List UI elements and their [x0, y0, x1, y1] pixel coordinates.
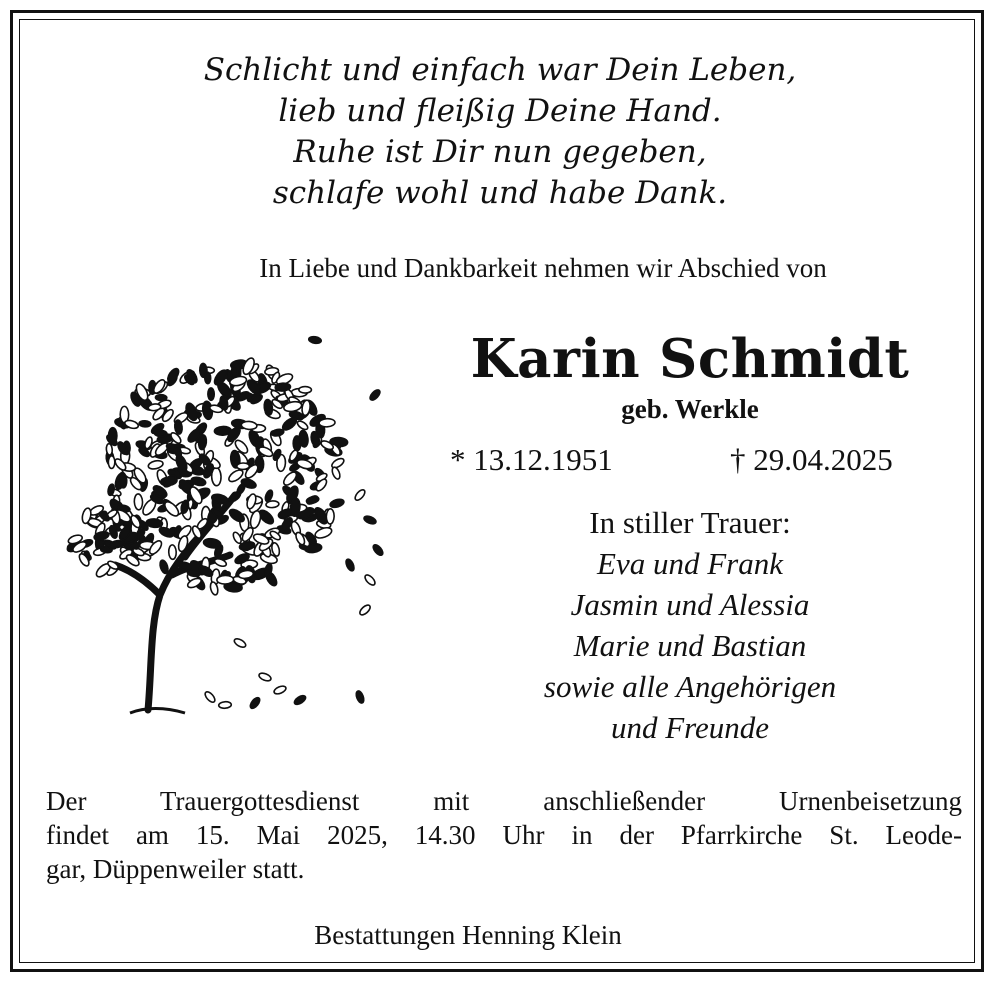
- mourner-line: und Freunde: [610, 710, 770, 745]
- mourner-line: sowie alle Angehörigen: [543, 669, 837, 704]
- service-line-1: Der Trauergottesdienst mit anschließender Urnenbeisetzung: [46, 786, 962, 816]
- death-date: † 29.04.2025: [730, 442, 893, 477]
- windswept-tree-icon: [60, 325, 400, 725]
- mourner-line: Jasmin und Alessia: [570, 587, 810, 622]
- mourner-line: Marie und Bastian: [573, 628, 807, 663]
- poem-line-3: Ruhe ist Dir nun gegeben,: [293, 134, 707, 170]
- poem-line-1: Schlicht und einfach war Dein Leben,: [203, 52, 797, 88]
- mourner-line: Eva und Frank: [597, 546, 783, 581]
- intro-text: In Liebe und Dankbarkeit nehmen wir Abschied von: [259, 253, 827, 283]
- maiden-name: geb. Werkle: [621, 394, 759, 424]
- deceased-name: Karin Schmidt: [470, 328, 910, 390]
- undertaker-name: Bestattungen Henning Klein: [314, 920, 622, 950]
- poem-line-4: schlafe wohl und habe Dank.: [272, 175, 728, 211]
- service-line-3: gar, Düppenweiler statt.: [46, 854, 305, 884]
- birth-date: * 13.12.1951: [450, 442, 613, 477]
- mourners-title: In stiller Trauer:: [589, 505, 791, 540]
- service-info: [46, 784, 962, 886]
- poem-line-2: lieb und fleißig Deine Hand.: [278, 93, 722, 129]
- mourners-block: [380, 502, 1000, 748]
- service-line-2: findet am 15. Mai 2025, 14.30 Uhr in der Pfarrkirche St. Leode-: [46, 820, 962, 850]
- poem: [0, 50, 1000, 214]
